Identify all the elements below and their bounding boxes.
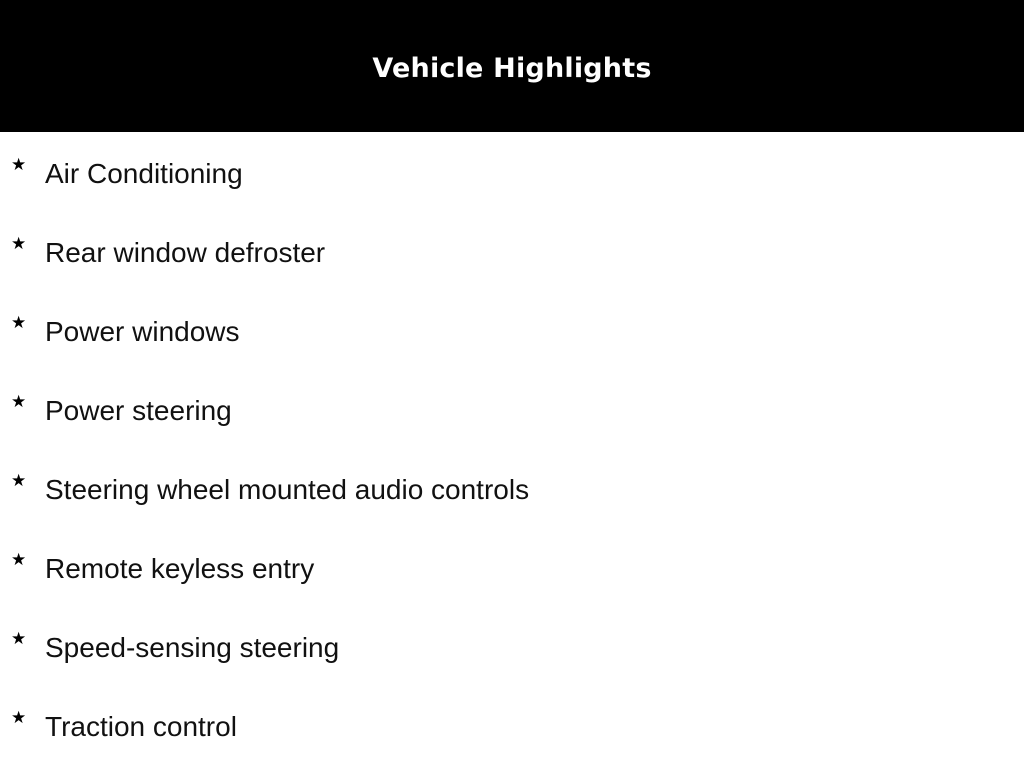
star-icon: ★ xyxy=(11,234,27,254)
feature-label: Speed-sensing steering xyxy=(45,632,340,663)
star-icon: ★ xyxy=(11,629,27,649)
feature-label: Steering wheel mounted audio controls xyxy=(45,474,530,505)
star-icon: ★ xyxy=(11,155,27,175)
star-icon: ★ xyxy=(11,708,27,728)
feature-label: Rear window defroster xyxy=(45,237,326,268)
header-bar xyxy=(0,0,1024,132)
feature-label: Remote keyless entry xyxy=(45,553,315,584)
star-icon: ★ xyxy=(11,471,27,491)
feature-label: Power windows xyxy=(45,316,240,347)
feature-label: Power steering xyxy=(45,395,232,426)
star-icon: ★ xyxy=(11,392,27,412)
page-title: Vehicle Highlights xyxy=(372,52,652,84)
feature-label: Traction control xyxy=(45,711,237,742)
star-icon: ★ xyxy=(11,313,27,333)
star-icon: ★ xyxy=(11,550,27,570)
feature-label: Air Conditioning xyxy=(45,158,243,189)
